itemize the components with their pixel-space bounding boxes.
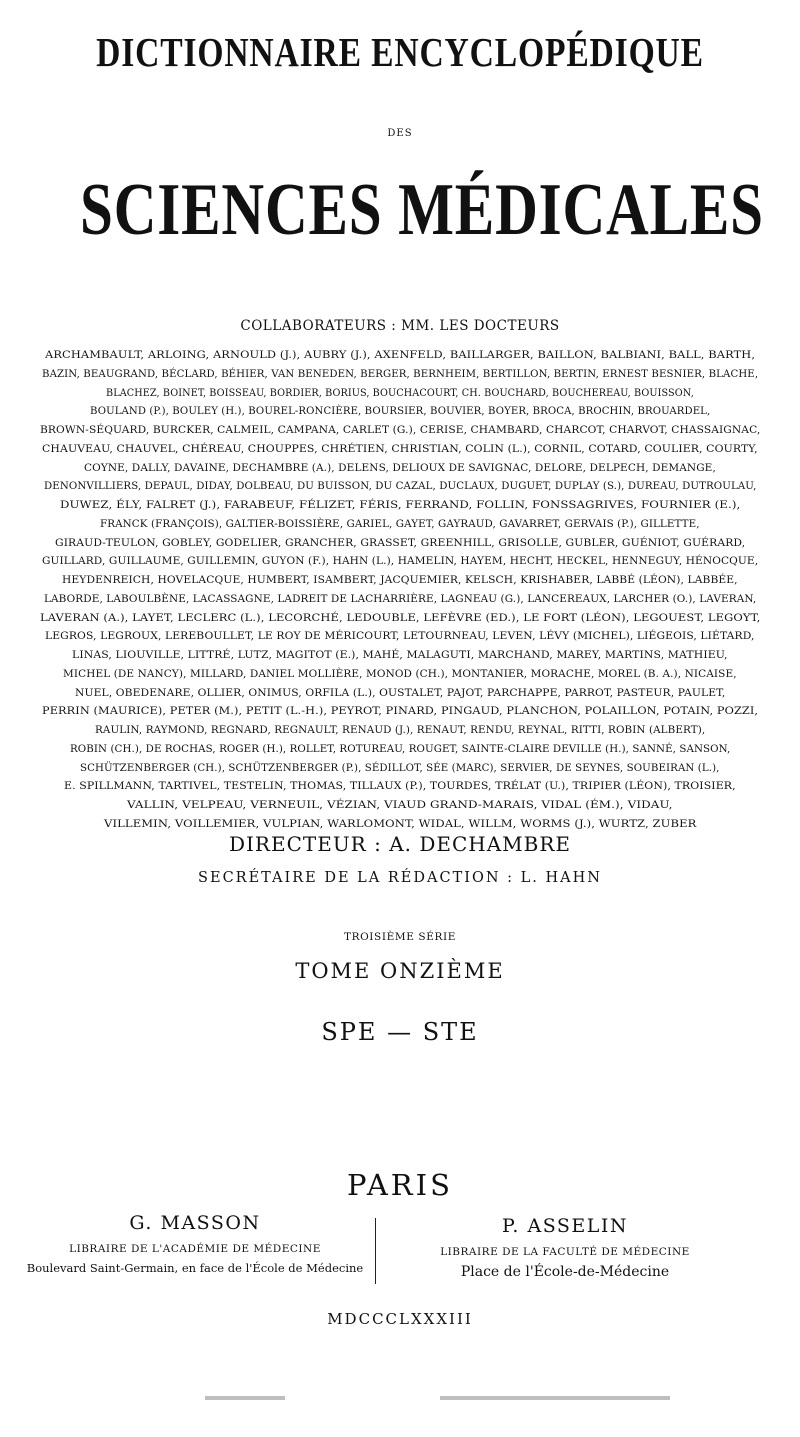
show-through-mark	[440, 1396, 670, 1400]
collaborators-line: GUILLARD, GUILLAUME, GUILLEMIN, GUYON (F.), HAHN (L.), HAMELIN, HAYEM, HECHT, HECKEL, HENNEGUY, HÉNOCQUE,	[42, 555, 759, 567]
publisher-right	[385, 1215, 745, 1280]
series: TROISIÈME SÉRIE	[343, 931, 456, 943]
collaborators-line: FRANCK (FRANÇOIS), GALTIER-BOISSIÈRE, GARIEL, GAYET, GAYRAUD, GAVARRET, GERVAIS (P.), GILLETTE,	[100, 518, 700, 530]
collaborators-heading: COLLABORATEURS : MM. LES DOCTEURS	[240, 318, 560, 334]
imprint-city: PARIS	[347, 1168, 453, 1202]
collaborators-line: DENONVILLIERS, DEPAUL, DIDAY, DOLBEAU, DU BUISSON, DU CAZAL, DUCLAUX, DUGUET, DUPLAY (S.), DUREAU, DUTROULAU,	[44, 480, 757, 492]
publication-year: MDCCCLXXXIII	[327, 1310, 473, 1328]
collaborators-line: COYNE, DALLY, DAVAINE, DECHAMBRE (A.), DELENS, DELIOUX DE SAVIGNAC, DELORE, DELPECH, DEMANGE,	[84, 462, 716, 474]
collaborators-line: DUWEZ, ÉLY, FALRET (J.), FARABEUF, FÉLIZET, FÉRIS, FERRAND, FOLLIN, FONSSAGRIVES, FOURNIER (E.),	[60, 499, 741, 511]
collaborators-line: MICHEL (DE NANCY), MILLARD, DANIEL MOLLIÈRE, MONOD (CH.), MONTANIER, MORACHE, MOREL (B. A.), NICAISE,	[63, 668, 737, 680]
publisher-left-address: Boulevard Saint-Germain, en face de l'École de Médecine	[26, 1261, 364, 1275]
volume-number: TOME ONZIÈME	[295, 959, 505, 983]
collaborators-line: SCHÜTZENBERGER (CH.), SCHÜTZENBERGER (P.), SÉDILLOT, SÉE (MARC), SERVIER, DE SEYNES, SOUBEIRAN (L.),	[80, 762, 720, 774]
publisher-divider	[375, 1218, 376, 1284]
show-through-mark	[205, 1396, 285, 1400]
editorial-secretary: SECRÉTAIRE DE LA RÉDACTION : L. HAHN	[198, 870, 602, 886]
volume-range: SPE — STE	[321, 1018, 479, 1046]
collaborators-line: BAZIN, BEAUGRAND, BÉCLARD, BÉHIER, VAN BENEDEN, BERGER, BERNHEIM, BERTILLON, BERTIN, ERNEST BESNIER, BLACHE,	[42, 368, 759, 380]
collaborators-line: NUEL, OBEDENARE, OLLIER, ONIMUS, ORFILA (L.), OUSTALET, PAJOT, PARCHAPPE, PARROT, PASTEUR, PAULET,	[75, 687, 726, 699]
director: DIRECTEUR : A. DECHAMBRE	[228, 832, 572, 856]
collaborators-line: VILLEMIN, VOILLEMIER, VULPIAN, WARLOMONT, WIDAL, WILLM, WORMS (J.), WURTZ, ZUBER	[104, 818, 697, 830]
collaborators-line: VALLIN, VELPEAU, VERNEUIL, VÉZIAN, VIAUD GRAND-MARAIS, VIDAL (ÉM.), VIDAU,	[127, 799, 673, 811]
publisher-right-address: Place de l'École-de-Médecine	[460, 1264, 670, 1280]
publisher-right-title: LIBRAIRE DE LA FACULTÉ DE MÉDECINE	[440, 1246, 690, 1258]
title-connector: DES	[387, 128, 413, 139]
publisher-left-name: G. MASSON	[129, 1212, 261, 1234]
title-line-2: SCIENCES MÉDICALES	[80, 169, 764, 251]
publisher-left-title: LIBRAIRE DE L'ACADÉMIE DE MÉDECINE	[69, 1243, 321, 1255]
collaborators-line: BLACHEZ, BOINET, BOISSEAU, BORDIER, BORIUS, BOUCHACOURT, CH. BOUCHARD, BOUCHEREAU, BOUISSON,	[106, 387, 694, 399]
collaborators-line: BOULAND (P.), BOULEY (H.), BOUREL-RONCIÈRE, BOURSIER, BOUVIER, BOYER, BROCA, BROCHIN, BROUARDEL,	[90, 405, 711, 417]
collaborators-line: BROWN-SÉQUARD, BURCKER, CALMEIL, CAMPANA, CARLET (G.), CERISE, CHAMBARD, CHARCOT, CHARVOT, CHASSAIGNAC,	[40, 424, 761, 436]
collaborators-line: LEGROS, LEGROUX, LEREBOULLET, LE ROY DE MÉRICOURT, LETOURNEAU, LEVEN, LÉVY (MICHEL), LIÉGEOIS, LIÉTARD,	[45, 630, 755, 642]
collaborators-line: RAULIN, RAYMOND, REGNARD, REGNAULT, RENAUD (J.), RENAUT, RENDU, REYNAL, RITTI, ROBIN (ALBERT),	[95, 724, 706, 736]
collaborators-line: GIRAUD-TEULON, GOBLEY, GODELIER, GRANCHER, GRASSET, GREENHILL, GRISOLLE, GUBLER, GUÉNIOT, GUÉRARD,	[55, 537, 746, 549]
collaborators-line: PERRIN (MAURICE), PETER (M.), PETIT (L.-H.), PEYROT, PINARD, PINGAUD, PLANCHON, POLAILLON, POTAIN, POZZI,	[42, 705, 759, 717]
collaborators-line: CHAUVEAU, CHAUVEL, CHÉREAU, CHOUPPES, CHRÉTIEN, CHRISTIAN, COLIN (L.), CORNIL, COTARD, COULIER, COURTY,	[42, 443, 758, 455]
publisher-left	[20, 1212, 370, 1275]
collaborators-line: ARCHAMBAULT, ARLOING, ARNOULD (J.), AUBRY (J.), AXENFELD, BAILLARGER, BAILLON, BALBIANI, BALL, BARTH,	[45, 349, 756, 361]
collaborators-line: LINAS, LIOUVILLE, LITTRÉ, LUTZ, MAGITOT (E.), MAHÉ, MALAGUTI, MARCHAND, MAREY, MARTINS, MATHIEU,	[72, 649, 728, 661]
collaborators-line: ROBIN (CH.), DE ROCHAS, ROGER (H.), ROLLET, ROTUREAU, ROUGET, SAINTE-CLAIRE DEVILLE (H.), SANNÉ, SANSON,	[70, 743, 731, 755]
collaborators-line: LABORDE, LABOULBÈNE, LACASSAGNE, LADREIT DE LACHARRIÈRE, LAGNEAU (G.), LANCEREAUX, LARCHER (O.), LAVERAN,	[44, 593, 757, 605]
collaborators-line: HEYDENREICH, HOVELACQUE, HUMBERT, ISAMBERT, JACQUEMIER, KELSCH, KRISHABER, LABBÉ (LÉON), LABBÉE,	[62, 574, 738, 586]
collaborators-line: E. SPILLMANN, TARTIVEL, TESTELIN, THOMAS, TILLAUX (P.), TOURDES, TRÉLAT (U.), TRIPIER (LÉON), TROISIER,	[64, 780, 736, 792]
publisher-right-name: P. ASSELIN	[501, 1215, 629, 1237]
collaborators-line: LAVERAN (A.), LAYET, LECLERC (L.), LECORCHÉ, LEDOUBLE, LEFÈVRE (ED.), LE FORT (LÉON), LEGOUEST, LEGOYT,	[40, 612, 761, 624]
title-line-1: DICTIONNAIRE ENCYCLOPÉDIQUE	[96, 29, 704, 75]
